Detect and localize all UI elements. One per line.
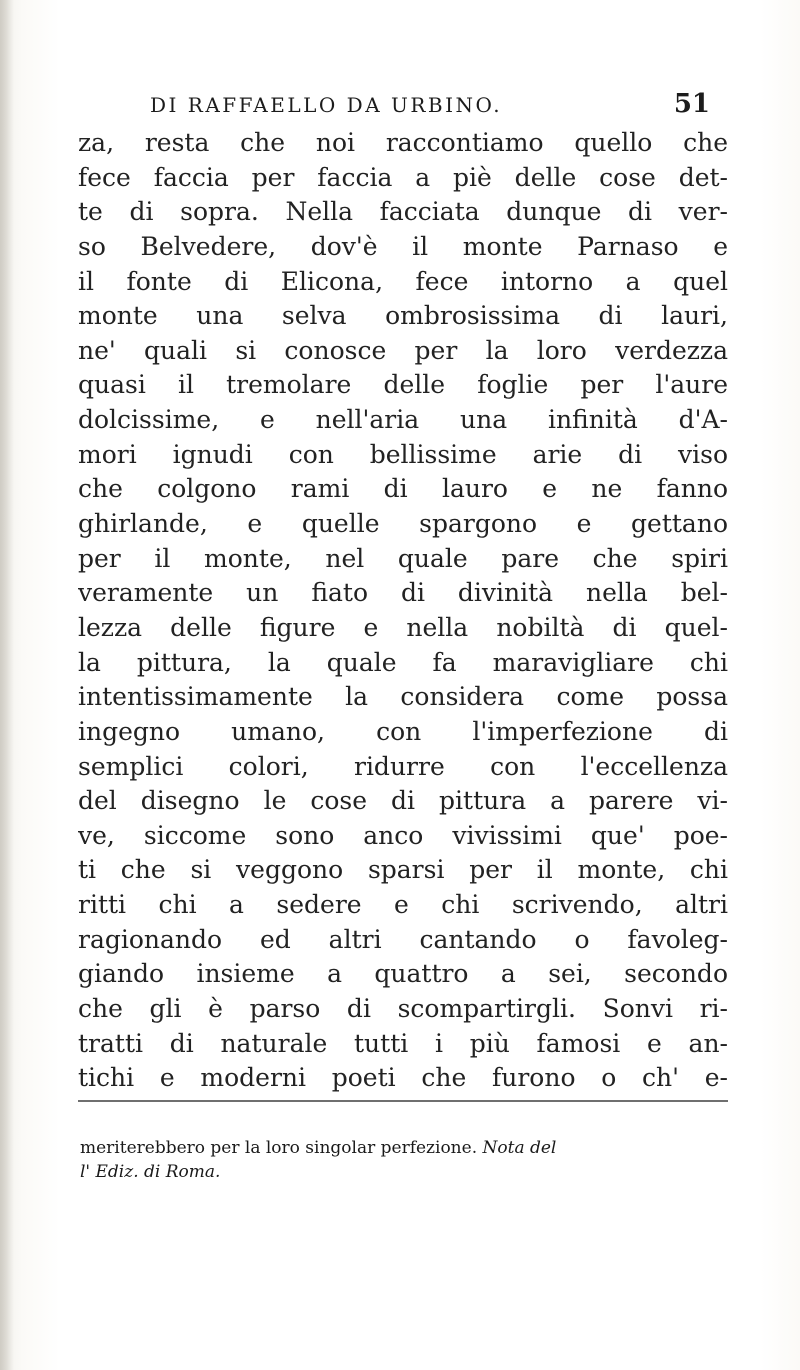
footnote-line [80, 1160, 730, 1184]
text-line: che colgono rami di lauro e ne fanno [78, 474, 728, 504]
running-title: DI RAFFAELLO DA URBINO. [150, 93, 503, 117]
text-line: ne' quali si conosce per la loro verdezza [78, 335, 728, 365]
text-line: il fonte di Elicona, fece intorno a quel [78, 266, 728, 296]
footnote-attribution: Nota del [482, 1138, 557, 1158]
text-line: te di sopra. Nella facciata dunque di ver- [78, 197, 728, 227]
footnote [80, 1136, 730, 1184]
main-text [78, 126, 728, 1096]
text-line: tichi e moderni poeti che furono o ch' e- [78, 1063, 728, 1093]
text-line: ragionando ed altri cantando o favoleg- [78, 924, 728, 954]
text-line: fece faccia per faccia a piè delle cose det- [78, 162, 728, 192]
text-line: tratti di naturale tutti i più famosi e an- [78, 1028, 728, 1058]
text-line: dolcissime, e nell'aria una infinità d'A- [78, 405, 728, 435]
binding-shadow [0, 0, 14, 1370]
text-line: ritti chi a sedere e chi scrivendo, altri [78, 890, 728, 920]
footnote-text: meriterebbero per la loro singolar perfezione. [80, 1138, 478, 1158]
text-line: ti che si veggono sparsi per il monte, chi [78, 855, 728, 885]
text-line: ve, siccome sono anco vivissimi que' poe- [78, 820, 728, 850]
text-line: la pittura, la quale fa maravigliare chi [78, 647, 728, 677]
text-line: za, resta che noi raccontiamo quello che [78, 128, 728, 157]
text-line: per il monte, nel quale pare che spiri [78, 543, 728, 573]
running-head [150, 88, 710, 122]
text-line: ingegno umano, con l'imperfezione di [78, 716, 728, 746]
text-line: che gli è parso di scompartirgli. Sonvi ri- [78, 994, 728, 1024]
text-line: giando insieme a quattro a sei, secondo [78, 959, 728, 989]
text-line: semplici colori, ridurre con l'eccellenza [78, 751, 728, 781]
text-line: monte una selva ombrosissima di lauri, [78, 301, 728, 331]
text-line: so Belvedere, dov'è il monte Parnaso e [78, 231, 728, 261]
text-line: ghirlande, e quelle spargono e gettano [78, 509, 728, 539]
text-line: quasi il tremolare delle foglie per l'aure [78, 370, 728, 400]
text-line: del disegno le cose di pittura a parere vi- [78, 786, 728, 816]
text-line: lezza delle figure e nella nobiltà di quel- [78, 612, 728, 642]
text-line: intentissimamente la considera come possa [78, 682, 728, 712]
footnote-attribution-cont: l' Ediz. di Roma. [80, 1162, 221, 1182]
footnote-rule [78, 1100, 728, 1102]
footnote-line [80, 1136, 730, 1160]
text-line: veramente un fiato di divinità nella bel- [78, 578, 728, 608]
text-line: mori ignudi con bellissime arie di viso [78, 439, 728, 469]
page-number: 51 [673, 89, 710, 119]
